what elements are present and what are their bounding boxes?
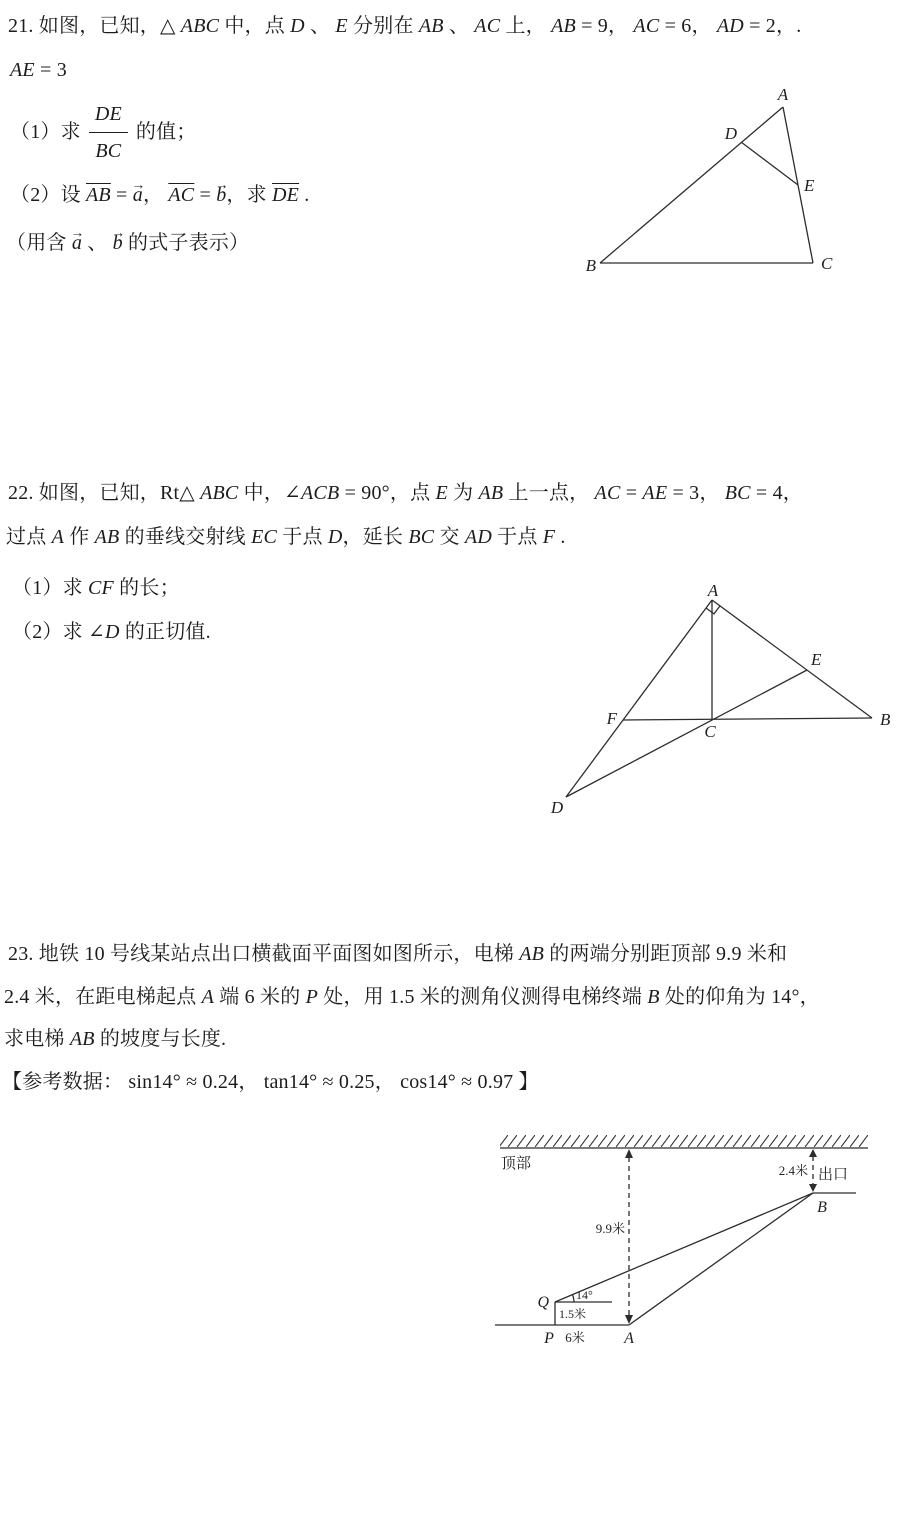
math-segment: D [104, 621, 120, 643]
text-segment: 的垂线交射线 [119, 526, 252, 548]
problem-21-line-1 [8, 12, 801, 40]
math-segment: AC [474, 15, 501, 37]
math-segment: A [201, 986, 215, 1008]
text-segment: = 6， [659, 15, 717, 37]
math-segment: AC [594, 482, 621, 504]
text-segment: . [555, 526, 566, 548]
math-segment: ACB [301, 482, 340, 504]
label-q: Q [537, 1294, 549, 1311]
part1-prefix: （1）求 [10, 121, 81, 143]
angle-arc [573, 1295, 575, 1302]
math-segment: D [327, 526, 343, 548]
line-ab [712, 600, 872, 718]
math-segment: E [335, 15, 348, 37]
arrow-up-icon [625, 1149, 633, 1158]
text-segment: 于点 [277, 526, 328, 548]
math-segment: $\overline{DE}$ [272, 184, 300, 206]
text-segment: 处，用 1.5 米的测角仪测得电梯终端 [318, 986, 648, 1008]
problem-21-line-2 [10, 56, 67, 84]
math-segment: EC [251, 526, 278, 548]
right-angle-marker [706, 606, 720, 614]
label-angle-14: 14° [576, 1288, 593, 1302]
line-de [566, 670, 807, 797]
text-segment: （1）求 [12, 577, 88, 599]
text-segment: 过点 [6, 526, 52, 548]
label-d: D [724, 124, 737, 143]
text-segment: = [620, 482, 643, 504]
label-a: A [624, 1330, 634, 1347]
text-segment: 22. 如图，已知，Rt△ [8, 482, 201, 504]
math-segment: ABC [180, 15, 220, 37]
text-segment: （2）设 [10, 184, 86, 206]
label-e: E [811, 650, 822, 669]
diagram-right-triangle-22 [480, 581, 900, 820]
label-a: A [777, 85, 789, 104]
text-segment: = 3， [667, 482, 725, 504]
math-segment: AC [633, 15, 660, 37]
label-b: B [585, 256, 596, 275]
label-9-9m: 9.9米 [595, 1221, 625, 1236]
fraction-de-bc [89, 99, 128, 166]
problem-22-part-2 [12, 618, 211, 646]
label-e: E [804, 176, 815, 195]
text-segment: 中，点 [219, 15, 291, 37]
label-f: F [606, 709, 617, 728]
ceiling-hatching [500, 1135, 868, 1147]
math-segment: AE [642, 482, 668, 504]
text-segment: 交 [434, 526, 465, 548]
problem-23-line-2 [4, 983, 820, 1011]
line-de [741, 142, 798, 185]
math-segment: B [647, 986, 660, 1008]
text-segment: 求电梯 [4, 1028, 70, 1050]
text-segment: 的式子表示） [122, 232, 250, 254]
text-segment: 2.4 米，在距电梯起点 [4, 986, 202, 1008]
text-segment: 【参考数据： sin14° ≈ 0.24， tan14° ≈ 0.25， cos14° ≈ 0.97 】 [2, 1071, 539, 1093]
math-segment: AB [478, 482, 504, 504]
problem-23-line-3 [4, 1025, 226, 1053]
text-segment: 中，∠ [238, 482, 302, 504]
math-segment: CF [88, 577, 114, 599]
arrow-up-icon [809, 1149, 817, 1157]
math-segment: BC [408, 526, 435, 548]
line-fb [623, 718, 872, 720]
label-ceiling: 顶部 [501, 1156, 532, 1172]
label-1-5m: 1.5米 [559, 1307, 587, 1321]
text-segment: 的坡度与长度. [94, 1028, 227, 1050]
problem-21-part-2 [10, 181, 309, 209]
problem-21-part-1 [10, 94, 196, 170]
label-c: C [704, 722, 716, 741]
text-segment: 作 [64, 526, 95, 548]
text-segment: 上， [500, 15, 552, 37]
line-ad [566, 600, 712, 797]
math-segment: D [290, 15, 305, 37]
math-segment: E [435, 482, 448, 504]
text-segment: 于点 [491, 526, 543, 548]
text-segment: 端 6 米的 [214, 986, 306, 1008]
math-segment: AB [551, 15, 576, 37]
math-segment: $\overline{AB}$ [86, 184, 111, 206]
line-ba [600, 107, 783, 263]
problem-23-reference-data [2, 1068, 539, 1096]
math-segment: AB [69, 1028, 95, 1050]
text-segment: = 9， [575, 15, 634, 37]
label-a: A [707, 581, 719, 600]
diagram-triangle-abc-21 [540, 85, 860, 285]
math-segment: ABC [200, 482, 239, 504]
text-segment: = [110, 184, 133, 206]
math-segment: F [542, 526, 556, 548]
text-segment: 23. 地铁 10 号线某站点出口横截面平面图如图所示，电梯 [8, 943, 520, 965]
text-segment: = 4， [750, 482, 803, 504]
text-segment: （2）求 ∠ [12, 621, 105, 643]
text-segment: ， [142, 184, 169, 206]
math-segment: $\overline{AC}$ [168, 184, 195, 206]
text-segment: 的正切值. [119, 621, 211, 643]
label-6m: 6米 [565, 1330, 585, 1345]
text-segment: （用含 [6, 232, 72, 254]
math-segment: BC [724, 482, 751, 504]
text-segment: ，延长 [342, 526, 409, 548]
math-segment: a → [72, 229, 82, 257]
problem-22-line-2 [6, 523, 566, 551]
problem-21-note [6, 229, 249, 257]
label-p: P [544, 1330, 554, 1347]
math-segment: AD [464, 526, 492, 548]
math-segment: AB [519, 943, 545, 965]
label-b: B [817, 1199, 827, 1216]
text-segment: 处的仰角为 14°， [659, 986, 820, 1008]
label-c: C [821, 254, 833, 273]
text-segment: = [194, 184, 217, 206]
label-exit: 出口 [818, 1167, 849, 1183]
text-segment: 、 [304, 15, 336, 37]
text-segment: . [299, 184, 310, 206]
label-d: D [550, 798, 564, 817]
text-segment: 为 [447, 482, 479, 504]
math-segment: A [51, 526, 65, 548]
text-segment: 、 [82, 232, 113, 254]
math-segment: AE [10, 59, 35, 81]
text-segment: = 90°，点 [339, 482, 436, 504]
part1-suffix: 的值； [135, 121, 197, 143]
text-segment: = 2，. [743, 15, 802, 37]
math-segment: b → [113, 229, 123, 257]
math-segment: AB [94, 526, 120, 548]
text-segment: = 3 [34, 59, 67, 81]
label-2-4m: 2.4米 [778, 1163, 808, 1178]
problem-22-part-1 [12, 574, 180, 602]
problem-23-line-1 [8, 940, 787, 968]
problem-22-line-1 [8, 479, 803, 507]
diagram-escalator-23 [490, 1135, 890, 1350]
text-segment: 21. 如图，已知，△ [8, 15, 181, 37]
text-segment: ，求 [226, 184, 273, 206]
text-segment: 、 [443, 15, 475, 37]
arrow-down-icon [809, 1184, 817, 1192]
math-segment: a → [133, 181, 143, 209]
text-segment: 的两端分别距顶部 9.9 米和 [544, 943, 788, 965]
math-segment: AD [716, 15, 744, 37]
math-segment: P [305, 986, 319, 1008]
fraction-denominator: BC [95, 139, 122, 162]
text-segment: 上一点， [503, 482, 595, 504]
text-segment: 的长； [113, 577, 180, 599]
math-segment: b → [216, 181, 226, 209]
label-b: B [880, 710, 891, 729]
fraction-numerator: DE [89, 99, 128, 133]
math-segment: AB [418, 15, 444, 37]
text-segment: 分别在 [347, 15, 419, 37]
